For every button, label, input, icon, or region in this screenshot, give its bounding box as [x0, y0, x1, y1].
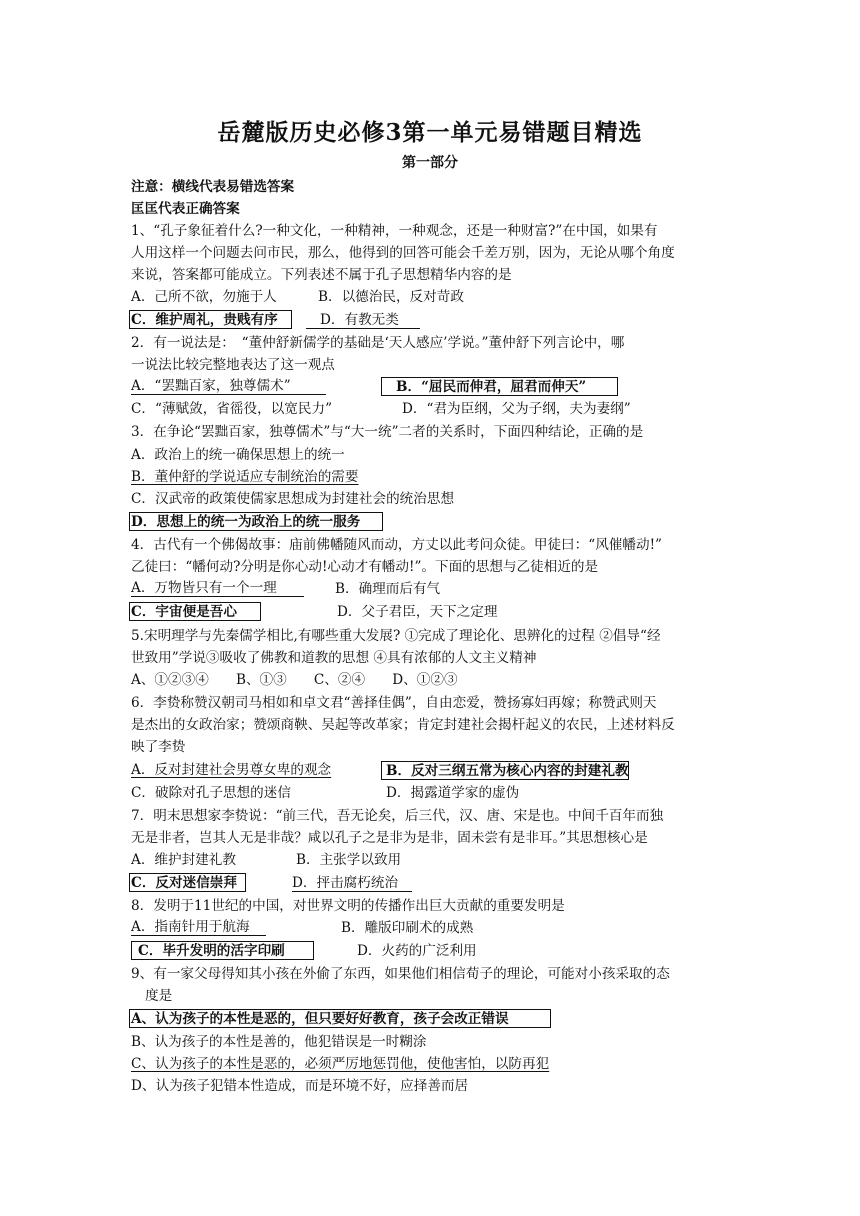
q6-option-c: C．破除对孔子思想的迷信	[131, 785, 291, 801]
q6-stem-line-3: 映了李贽	[131, 739, 186, 755]
q1-option-d-distractor: D．有教无类	[306, 310, 420, 329]
q9-stem-line-1: 9、有一家父母得知其小孩在外偷了东西，如果他们相信荀子的理论，可能对小孩采取的态	[131, 966, 670, 982]
q1-stem-line-2: 人用这样一个问题去问市民，那么，他得到的回答可能会千差万别，因为，无论从哪个角度	[131, 245, 675, 261]
q6-option-d: D．揭露道学家的虚伪	[386, 785, 520, 801]
q6-stem-line-1: 6．李贽称赞汉朝司马相如和卓文君“善择佳偶”，自由恋爱，赞扬寡妇再嫁；称赞武则天	[131, 695, 657, 711]
q1-option-a: A．己所不欲，勿施于人	[131, 289, 277, 305]
section-heading: 第一部分	[402, 155, 458, 171]
q9-option-d: D、认为孩子犯错本性造成，而是环境不好，应择善而居	[131, 1078, 469, 1094]
q6-stem-line-2: 是杰出的女政治家；赞颂商鞅、吴起等改革家；肯定封建社会揭杆起义的农民，上述材料反	[131, 717, 675, 733]
q6-option-a-distractor: A．反对封建社会男尊女卑的观念	[131, 762, 332, 778]
q7-option-c-correct: C．反对迷信崇拜	[129, 873, 246, 892]
q3-option-c: C．汉武帝的政策使儒家思想成为封建社会的统治思想	[131, 491, 455, 507]
q8-option-d: D．火药的广泛利用	[357, 943, 477, 959]
q7-option-d-distractor: D．抨击腐朽统治	[292, 873, 412, 892]
q2-option-c: C．“薄赋敛，省徭役，以宽民力”	[131, 401, 333, 417]
q9-stem-line-2: 度是	[145, 988, 173, 1004]
q2-stem-line-2: 一说法比较完整地表达了这一观点	[131, 357, 335, 373]
q7-option-b: B．主张学以致用	[296, 852, 402, 868]
q8-option-a-distractor: A．指南针用于航海	[131, 917, 266, 936]
q8-stem-line-1: 8．发明于11世纪的中国，对世界文明的传播作出巨大贡献的重要发明是	[131, 898, 565, 914]
q3-stem-line-1: 3．在争论“罢黜百家，独尊儒术”与“大一统”二者的关系时，下面四种结论，正确的是	[131, 424, 644, 440]
q1-option-b: B．以德治民，反对苛政	[318, 289, 464, 305]
q6-option-b-correct: B．反对三纲五常为核心内容的封建礼教	[381, 761, 629, 780]
document-title: 岳麓版历史必修3第一单元易错题目精选	[217, 119, 643, 146]
q3-option-a: A．政治上的统一确保思想上的统一	[131, 447, 345, 463]
q4-option-d: D．父子君臣，天下之定理	[337, 604, 498, 620]
q3-option-b-distractor: B．董仲舒的学说适应专制统治的需要	[131, 469, 359, 485]
q9-option-a-correct: A、认为孩子的本性是恶的，但只要好好教育，孩子会改正错误	[129, 1009, 551, 1028]
q7-option-a: A．维护封建礼教	[131, 852, 236, 868]
q3-option-d-correct: D．思想上的统一为政治上的统一服务	[129, 512, 383, 531]
q9-option-c-distractor: C、认为孩子的本性是恶的，必须严厉地惩罚他，使他害怕，以防再犯	[131, 1056, 550, 1072]
q4-stem-line-1: 4．古代有一个佛偈故事：庙前佛幡随风而动，方丈以此考问众徒。甲徒曰：“风催幡动!”	[131, 537, 662, 553]
q4-option-b: B．确理而后有气	[335, 581, 441, 597]
q8-option-c-correct: C．毕升发明的活字印刷	[131, 941, 314, 960]
q4-option-a-distractor: A．万物皆只有一个一理	[131, 578, 304, 597]
q2-stem-line-1: 2．有一说法是： “董仲舒新儒学的基础是‘天人感应’学说。”董仲舒下列言论中，哪	[131, 335, 625, 351]
q4-option-c-correct: C．宇宙便是吾心	[129, 602, 261, 621]
q5-stem-line-2: 世致用”学说③吸收了佛教和道教的思想 ④具有浓郁的人文主义精神	[131, 650, 537, 666]
q1-stem-line-3: 来说，答案都可能成立。下列表述不属于孔子思想精华内容的是	[131, 267, 512, 283]
q5-stem-line-1: 5.宋明理学与先秦儒学相比,有哪些重大发展? ①完成了理论化、思辨化的过程 ②倡导“经	[131, 628, 661, 644]
note-underline-meaning: 注意：横线代表易错选答案	[131, 179, 295, 195]
q2-option-b-correct: B．“屈民而伸君，屈君而伸天”	[381, 377, 618, 396]
q2-option-a-distractor: A．“罢黜百家，独尊儒术”	[131, 376, 326, 395]
q4-stem-line-2: 乙徒曰：“幡何动?分明是你心动!心动才有幡动!”。下面的思想与乙徒相近的是	[131, 559, 599, 575]
q1-stem-line-1: 1、“孔子象征着什么?一种文化，一种精神，一种观念，还是一种财富?”在中国，如果有	[131, 223, 658, 239]
q2-option-d: D．“君为臣纲，父为子纲，夫为妻纲”	[402, 401, 631, 417]
q5-options: A、①②③④ B、①③ C、②④ D、①②③	[131, 672, 458, 688]
q1-option-c-correct: C．维护周礼，贵贱有序	[129, 310, 292, 329]
q9-option-b: B、认为孩子的本性是善的，他犯错误是一时糊涂	[131, 1034, 427, 1050]
q7-stem-line-2: 无是非者，岂其人无是非哉？咸以孔子之是非为是非，固未尝有是非耳。”其思想核心是	[131, 830, 648, 846]
q8-option-b: B．雕版印刷术的成熟	[341, 920, 474, 936]
note-box-meaning: 匡匡代表正确答案	[131, 201, 240, 217]
q7-stem-line-1: 7．明末思想家李贽说：“前三代，吾无论矣，后三代，汉、唐、宋是也。中间千百年而独	[131, 808, 664, 824]
